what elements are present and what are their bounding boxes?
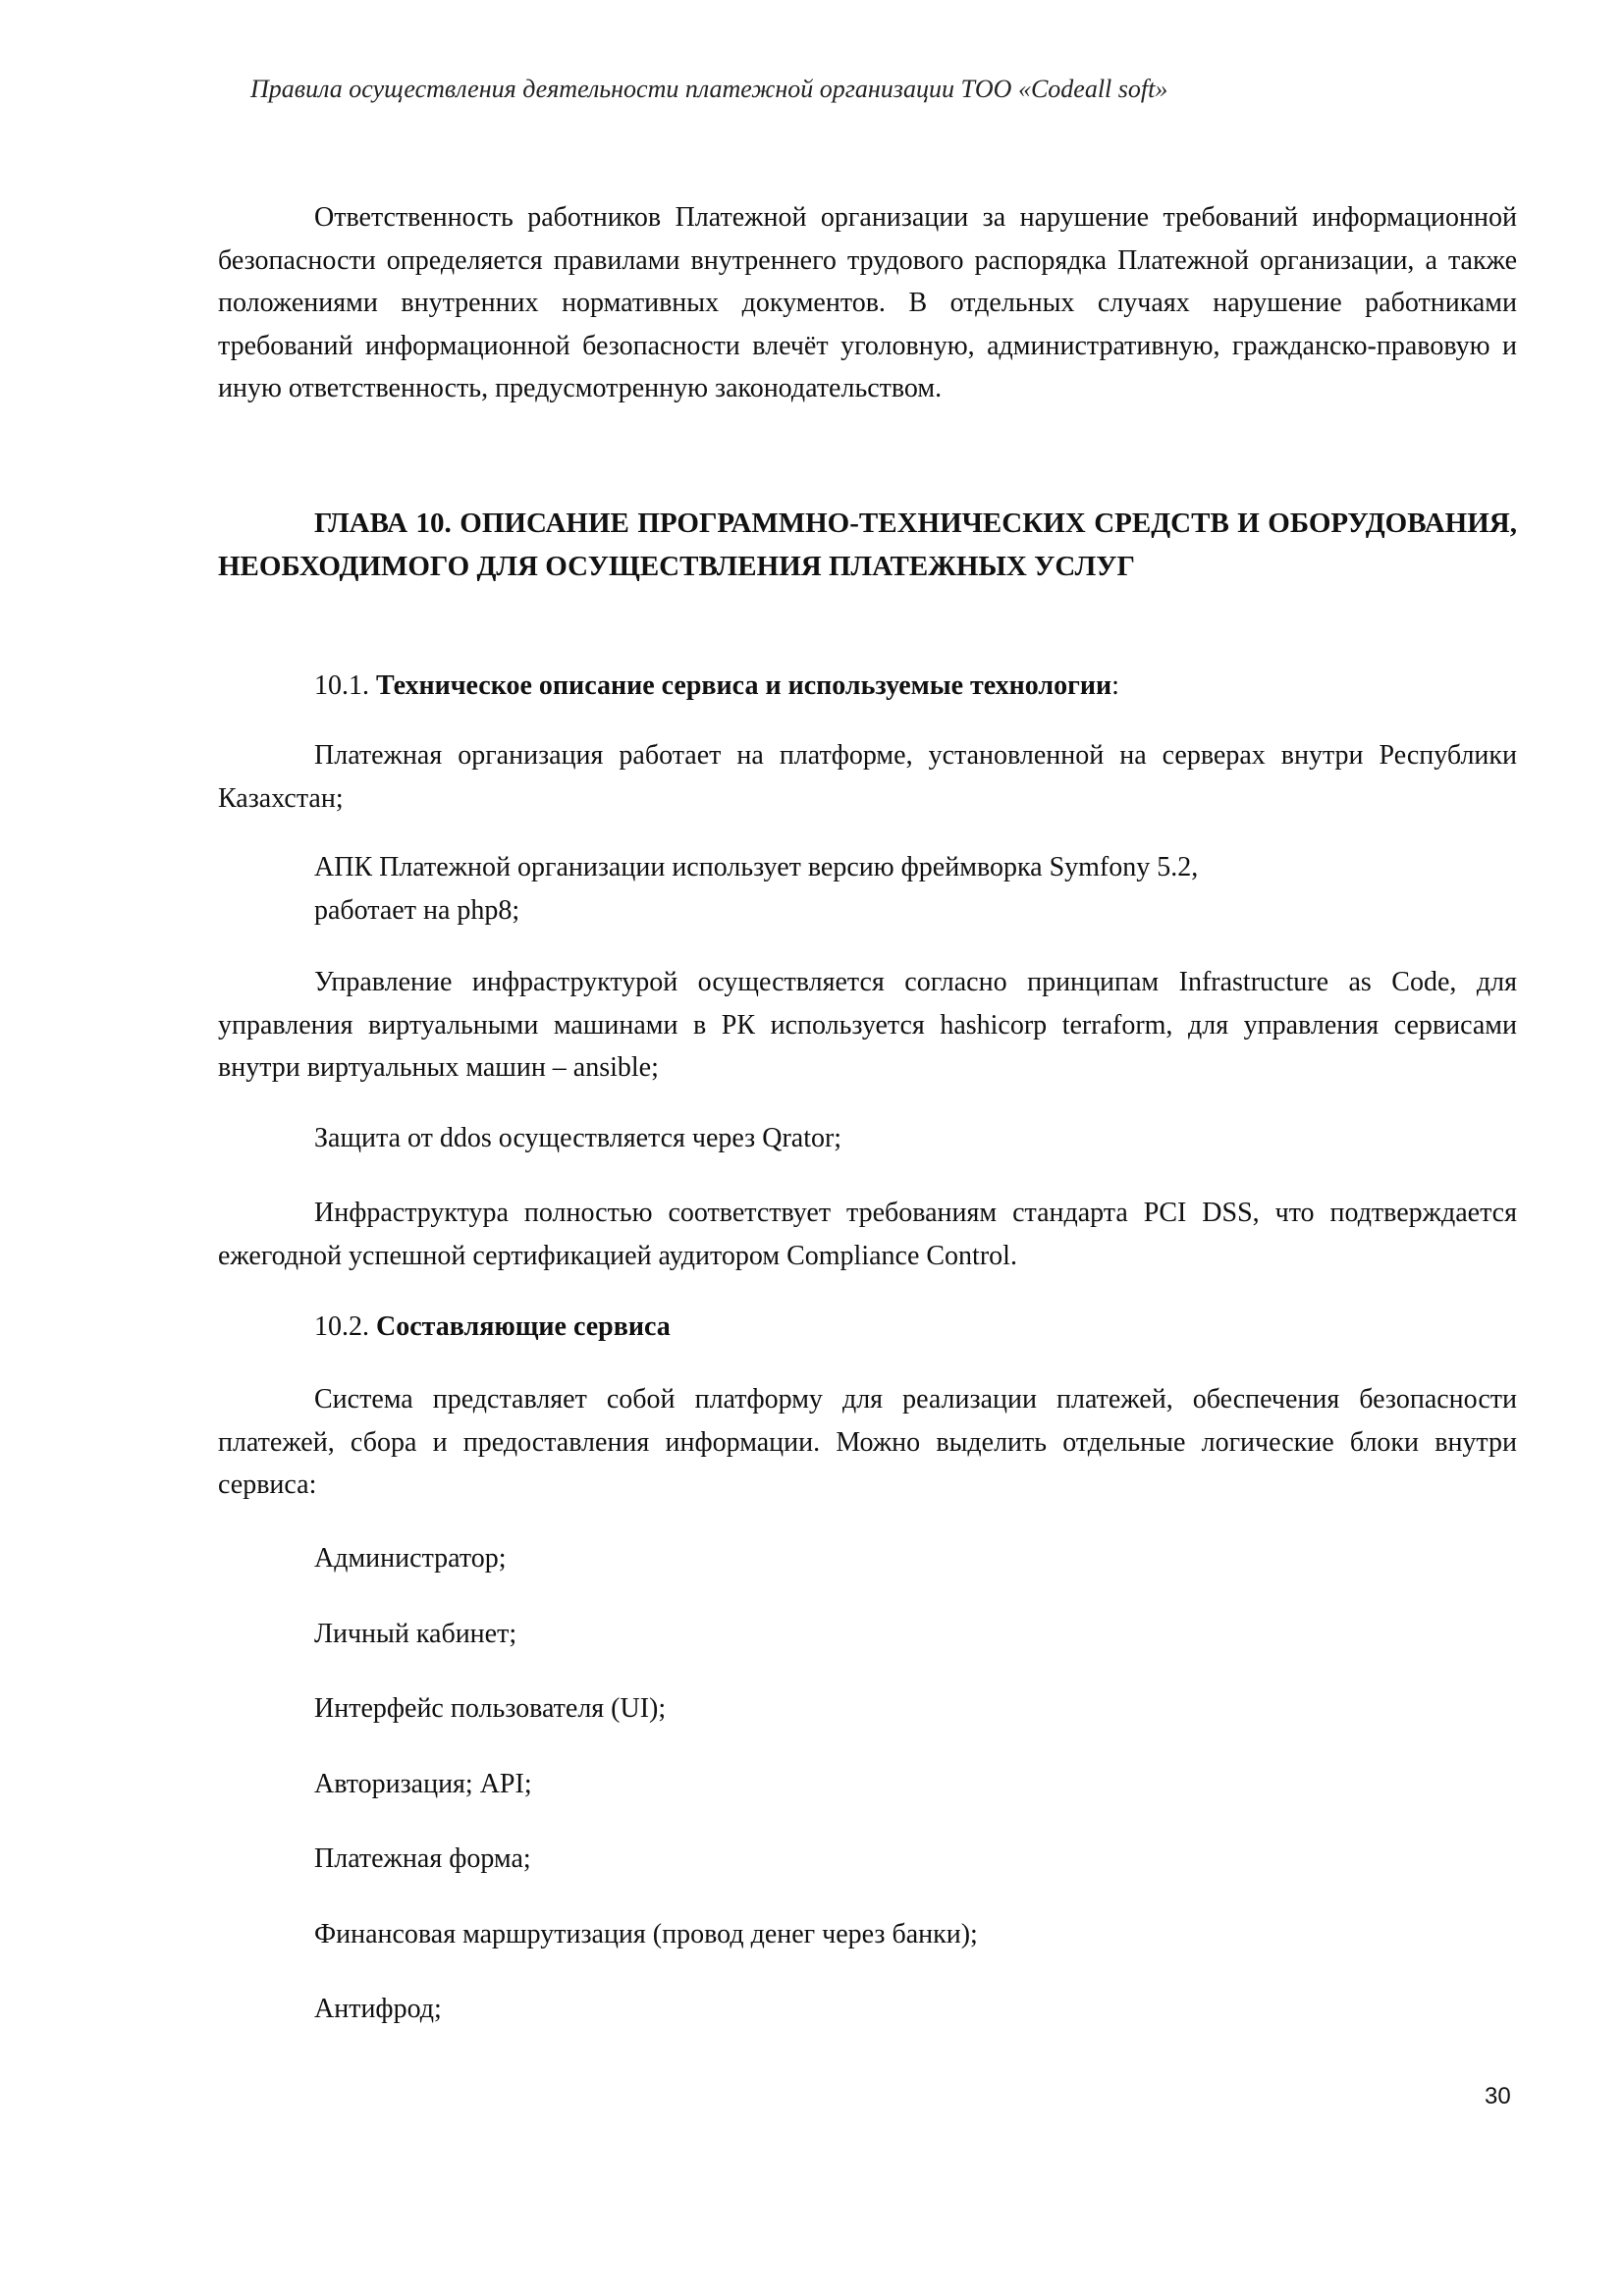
list-item: Платежная форма;: [314, 1843, 531, 1874]
list-item: Администратор;: [314, 1543, 507, 1574]
chapter-heading: ГЛАВА 10. ОПИСАНИЕ ПРОГРАММНО-ТЕХНИЧЕСКИХ СРЕДСТВ И ОБОРУДОВАНИЯ, НЕОБХОДИМОГО ДЛЯ ОСУЩЕСТВЛЕНИЯ ПЛАТЕЖНЫХ УСЛУГ: [218, 507, 1517, 582]
section-title: Составляющие сервиса: [376, 1311, 671, 1342]
list-item: Финансовая маршрутизация (провод денег через банки);: [314, 1919, 978, 1949]
pci-paragraph: Инфраструктура полностью соответствует требованиям стандарта PCI DSS, что подтверждается ежегодной успешной сертификацией аудитором Compliance Control.: [218, 1198, 1517, 1271]
list-item: Личный кабинет;: [314, 1619, 517, 1649]
running-header: Правила осуществления деятельности платежной организации ТОО «Codeall soft»: [250, 75, 1168, 103]
section-10-1-heading: [218, 665, 1517, 708]
list-item: Интерфейс пользователя (UI);: [314, 1693, 667, 1724]
ddos-paragraph: Защита от ddos осуществляется через Qrator;: [314, 1123, 842, 1153]
platform-paragraph: Платежная организация работает на платформе, установленной на серверах внутри Республики Казахстан;: [218, 740, 1517, 814]
section-title: Техническое описание сервиса и используемые технологии: [376, 670, 1112, 701]
framework-paragraph: АПК Платежной организации использует версию фреймворка Symfony 5.2,: [314, 852, 1199, 882]
section-suffix: :: [1111, 670, 1119, 701]
responsibility-paragraph: Ответственность работников Платежной организации за нарушение требований информационной безопасности определяется правилами внутреннего трудового распорядка Платежной организации, а также положениями внутренних нормативных документов. В отдельных случаях нарушение работниками требований информационной безопасности влечёт уголовную, административную, гражданско-правовую и иную ответственность, предусмотренную законодательством.: [218, 202, 1517, 403]
section-number: 10.1.: [314, 670, 376, 701]
php-paragraph: работает на php8;: [314, 895, 520, 926]
list-item: Авторизация; API;: [314, 1769, 532, 1799]
section-number: 10.2.: [314, 1311, 376, 1342]
list-item: Антифрод;: [314, 1994, 442, 2024]
section-10-2-heading: [218, 1306, 1517, 1349]
page-number: 30: [1485, 2083, 1511, 2109]
iac-paragraph: Управление инфраструктурой осуществляется согласно принципам Infrastructure as Code, для управления виртуальными машинами в РК используется hashicorp terraform, для управления сервисами внутри виртуальных машин – ansible;: [218, 967, 1517, 1083]
system-intro-paragraph: Система представляет собой платформу для реализации платежей, обеспечения безопасности платежей, сбора и предоставления информации. Можно выделить отдельные логические блоки внутри сервиса:: [218, 1384, 1517, 1500]
